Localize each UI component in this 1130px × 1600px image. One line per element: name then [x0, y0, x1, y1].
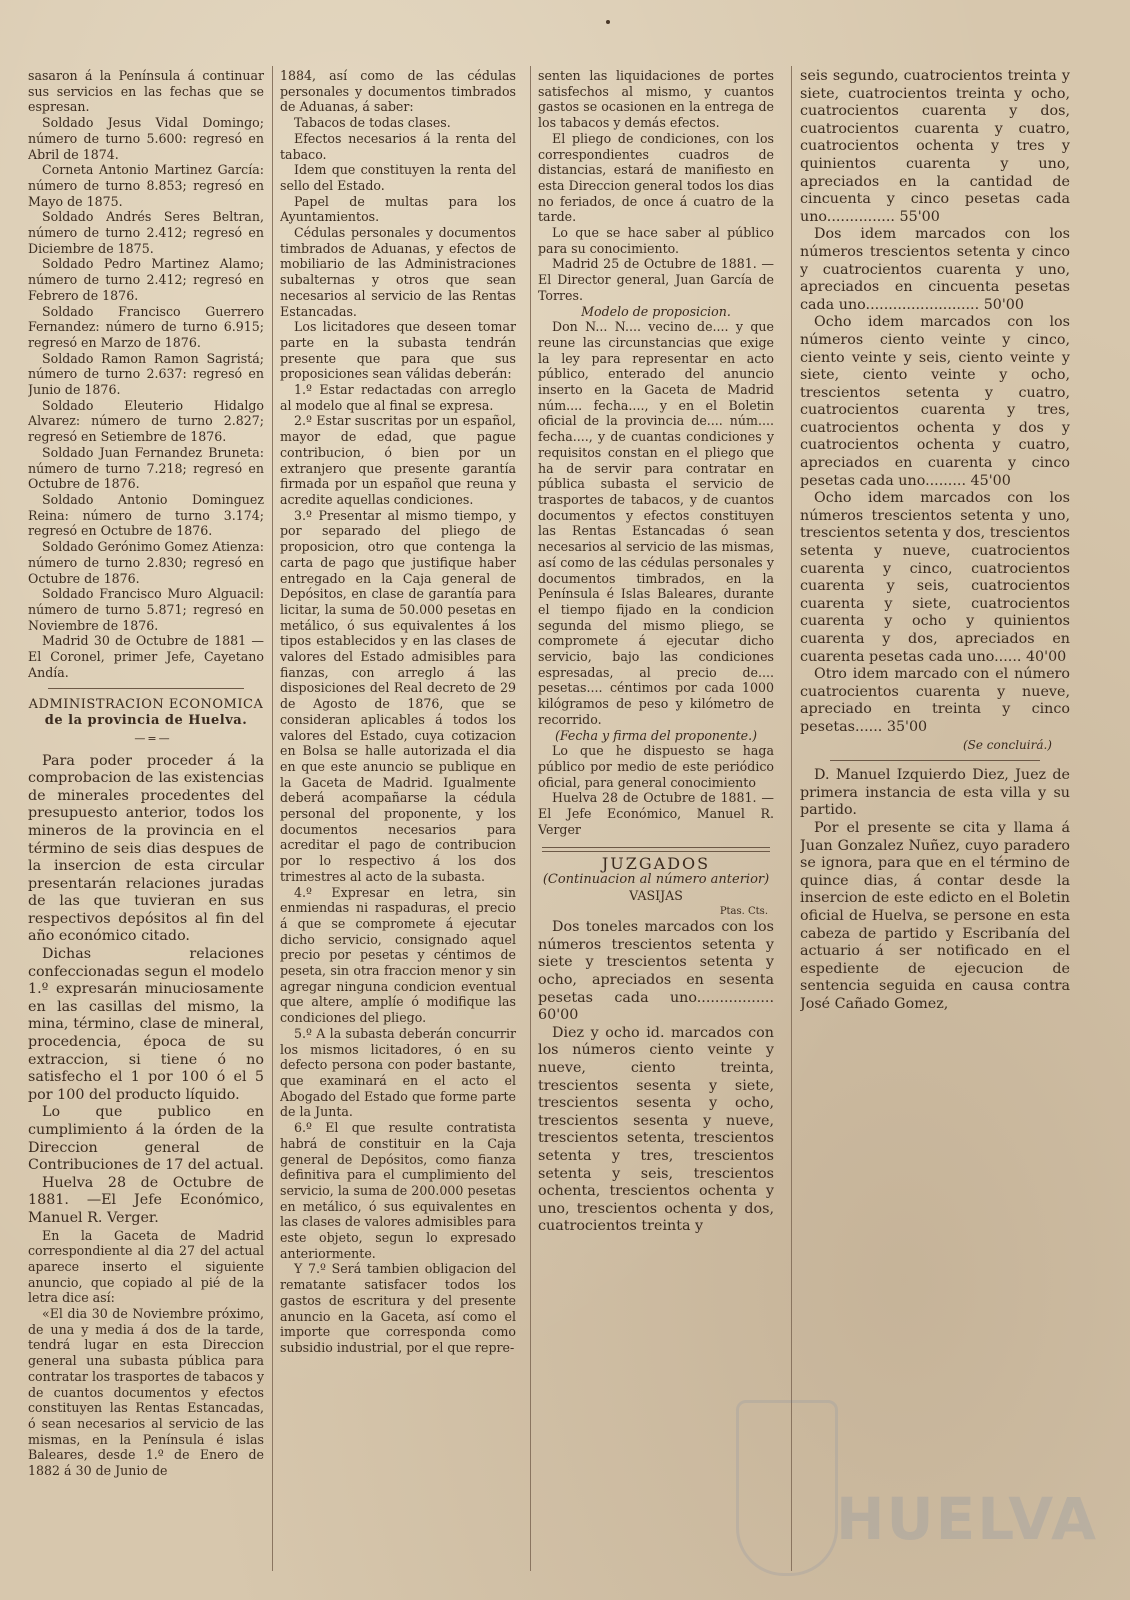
paragraph: Dichas relaciones confeccionadas segun el modelo 1.º expresarán minuciosamente en las casillas del mismo, la mina, término, clase de mineral, procedencia, época de su extraccion, si tiene ó no satisfecho el 1 por 100 ó el 5 por 100 del producto líquido. — [28, 946, 264, 1103]
library-watermark: HUELVA — [836, 1485, 1099, 1553]
list-item: Soldado Francisco Muro Alguacil: número de turno 5.871; regresó en Noviembre de 1876. — [28, 586, 264, 633]
model-heading: Modelo de proposicion. — [581, 303, 731, 319]
continuation-note: (Se concluirá.) — [962, 737, 1052, 752]
item-text: Dos toneles marcados con los números trescientos setenta y siete y trescientos setenta y ocho, apreciados en sesenta pesetas cada uno................. — [538, 919, 774, 1006]
signature: Madrid 25 de Octubre de 1881. —El Director general, Juan García de Torres. — [538, 256, 774, 303]
separator: —=— — [134, 731, 172, 745]
auction-list — [538, 919, 774, 1236]
item-price: 55'00 — [899, 208, 940, 225]
signature: Huelva 28 de Octubre de 1881. —El Jefe Económico, Manuel R. Verger — [538, 790, 774, 837]
list-item: Soldado Francisco Guerrero Fernandez: número de turno 6.915; regresó en Marzo de 1876. — [28, 303, 264, 350]
divider — [48, 688, 244, 689]
list-item: Corneta Antonio Martinez García: número de turno 8.853; regresó en Mayo de 1875. — [28, 162, 264, 209]
column-3 — [538, 68, 774, 1588]
list-item — [800, 490, 1070, 666]
column-rule — [272, 66, 273, 1571]
item-price: 35'00 — [886, 718, 928, 735]
column-rule — [530, 66, 531, 1571]
paragraph: Papel de multas para los Ayuntamientos. — [280, 193, 516, 225]
section-subheading: (Continuacion al número anterior) — [542, 872, 770, 888]
section-heading: ADMINISTRACION ECONOMICA — [28, 697, 264, 713]
divider — [542, 847, 770, 852]
column-1 — [28, 68, 264, 1588]
item-text: seis segundo, cuatrocientos treinta y siete, cuatrocientos treinta y ocho, cuatrocientos cuarenta y dos, cuatrocientos cuarenta y cuatro, cuatrocientos ochenta y tres y quinientos cuarenta y uno, apreciados en la cantidad de cincuenta y cinco pesetas cada uno............... — [800, 68, 1070, 225]
item-text: Ocho idem marcados con los números trescientos setenta y uno, trescientos setenta y dos, trescientos setenta y nueve, cuatrocientos cuarenta y cinco, cuatrocientos cuarenta y seis, cuatrocientos cuarenta y siete, cuatrocientos cuarenta y ocho y quinientos cuarenta y dos, apreciados en cuarenta pesetas cada uno...... — [800, 490, 1070, 665]
list-item: Soldado Antonio Dominguez Reina: número de turno 3.174; regresó en Octubre de 1876. — [28, 491, 264, 539]
paragraph: «El dia 30 de Noviembre próximo, de una y media á dos de la tarde, tendrá lugar en esta Direccion general una subasta pública para contratar los trasportes de tabacos y de cuantos documentos y efectos constituyen las Rentas Estancadas, ó sean necesarios al servicio de las mismas, en la Península é islas Baleares, desde 1.º de Enero de 1882 á 30 de Junio de — [28, 1306, 264, 1479]
paragraph: sasaron á la Península á continuar sus servicios en las fechas que se espresan. — [28, 68, 264, 115]
paragraph: 1884, así como de las cédulas personales y documentos timbrados de Aduanas, á saber: — [280, 68, 516, 115]
section-subheading: de la provincia de Huelva. — [44, 713, 248, 729]
crest-watermark-icon — [736, 1400, 838, 1576]
printer-mark — [606, 20, 610, 24]
signature-note: (Fecha y firma del proponente.) — [554, 727, 758, 743]
paragraph: 4.º Expresar en letra, sin enmiendas ni raspaduras, el precio á que se compromete á ejecutar dicho servicio, consignado aquel precio por pesetas y céntimos de peseta, sin otra fraccion menor y sin agregar ninguna condicion eventual que altere, amplíe ó modifique las condiciones del pliego. — [280, 884, 516, 1026]
paragraph: Los licitadores que deseen tomar parte en la subasta tendrán presente que para que sus proposiciones sean válidas deberán: — [280, 319, 516, 382]
list-item: Diez y ocho id. marcados con los números ciento veinte y nueve, ciento treinta, trescientos sesenta y siete, trescientos sesenta y ocho, trescientos sesenta y nueve, trescientos setenta, trescientos setenta y tres, trescientos setenta y seis, trescientos ochenta, trescientos ochenta y uno, trescientos ochenta y dos, cuatrocientos treinta y — [538, 1024, 774, 1235]
paragraph: En la Gaceta de Madrid correspondiente al dia 27 del actual aparece inserto el siguiente anuncio, que copiado al pié de la letra dice así: — [28, 1227, 264, 1306]
list-item: Soldado Juan Fernandez Bruneta: número de turno 7.218; regresó en Octubre de 1876. — [28, 444, 264, 492]
column-4 — [800, 68, 1070, 1588]
item-text: Ocho idem marcados con los números ciento veinte y cinco, ciento veinte y seis, ciento veinte y siete, ciento veinte y ocho, trescientos setenta y cuatro, cuatrocientos cuarenta y tres, cuatrocientos ochenta y dos y cuatrocientos ochenta y cuatro, apreciados en cuarenta y cinco pesetas cada uno......... — [800, 314, 1070, 489]
category-heading: VASIJAS — [629, 887, 683, 903]
paragraph: Cédulas personales y documentos timbrados de Aduanas, y efectos de mobiliario de las Administraciones subalternas y otros que sean necesarios al servicio de las Rentas Estancadas. — [280, 225, 516, 319]
list-item: Soldado Andrés Seres Beltran, número de turno 2.412; regresó en Diciembre de 1875. — [28, 209, 264, 256]
signature: Madrid 30 de Octubre de 1881 — El Coronel, primer Jefe, Cayetano Andía. — [28, 633, 264, 680]
list-item — [800, 666, 1070, 736]
list-item — [800, 314, 1070, 490]
newspaper-page — [28, 68, 1100, 1588]
paragraph: 2.º Estar suscritas por un español, mayor de edad, que pague contribucion, ó bien por un extranjero que presente garantía firmada por un español que reuna y acredite aquellas condiciones. — [280, 413, 516, 507]
list-item — [800, 68, 1070, 226]
item-price: 40'00 — [1025, 648, 1067, 665]
paragraph: senten las liquidaciones de portes satisfechos al mismo, y cuantos gastos se ocasionen en la entrega de los tabacos y demás efectos. — [538, 68, 774, 131]
paragraph: Lo que publico en cumplimiento á la órden de la Direccion general de Contribuciones de 17 del actual. — [28, 1104, 264, 1174]
paragraph: Efectos necesarios á la renta del tabaco. — [280, 130, 516, 162]
list-item: Soldado Jesus Vidal Domingo; número de turno 5.600: regresó en Abril de 1874. — [28, 115, 264, 162]
paragraph: Idem que constituyen la renta del sello del Estado. — [280, 162, 516, 193]
paragraph: Lo que he dispuesto se haga público por medio de este periódico oficial, para general conocimiento — [538, 743, 774, 790]
list-item — [800, 226, 1070, 314]
paragraph: Por el presente se cita y llama á Juan Gonzalez Nuñez, cuyo paradero se ignora, para que en el término de quince dias, á contar desde la insercion de este edicto en el Boletin oficial de Huelva, se persone en esta cabeza de partido y Escribanía del actuario á ser notificado en el espediente de ejecucion de sentencia seguida en causa contra José Cañado Gomez, — [800, 819, 1070, 1012]
item-text: Dos idem marcados con los números trescientos setenta y cinco y cuatrocientos cuarenta y uno, apreciados en cincuenta pesetas cada uno......................... — [800, 226, 1070, 313]
paragraph: El pliego de condiciones, con los correspondientes cuadros de distancias, estará de manifiesto en esta Direccion general todos los dias no feriados, de once á cuatro de la tarde. — [538, 130, 774, 225]
item-price: 45'00 — [970, 472, 1011, 489]
paragraph: Lo que se hace saber al público para su conocimiento. — [538, 225, 774, 256]
paragraph: Para poder proceder á la comprobacion de las existencias de minerales procedentes del presupuesto anterior, todos los mineros de la provincia en el término de seis dias despues de la insercion de esta circular presentarán relaciones juradas de las que tuvieran en sus respectivos depósitos al fin del año económico citado. — [28, 752, 264, 945]
item-price: 50'00 — [983, 296, 1025, 313]
circular-body — [28, 753, 264, 1228]
list-item: Soldado Ramon Ramon Sagristá; número de turno 2.637: regresó en Junio de 1876. — [28, 350, 264, 398]
item-text: Otro idem marcado con el número cuatrocientos cuarenta y nueve, apreciado en treinta y cinco pesetas...... — [800, 666, 1070, 735]
item-price: 60'00 — [538, 1007, 579, 1024]
paragraph: 1.º Estar redactadas con arreglo al modelo que al final se expresa. — [280, 382, 516, 413]
paragraph: D. Manuel Izquierdo Diez, Juez de primera instancia de esta villa y su partido. — [800, 767, 1070, 819]
column-rule — [791, 66, 792, 1571]
list-item: Soldado Eleuterio Hidalgo Alvarez: número de turno 2.827; regresó en Setiembre de 1876. — [28, 397, 264, 445]
list-item — [538, 919, 774, 1025]
divider — [830, 760, 1040, 761]
paragraph: Tabacos de todas clases. — [294, 115, 451, 131]
column-2 — [280, 68, 516, 1588]
paragraph: Y 7.º Será tambien obligacion del rematante satisfacer todos los gastos de escritura y del presente anuncio en la Gaceta, así como el importe que corresponda como subsidio industrial, por el que repre- — [280, 1261, 516, 1355]
price-column-header: Ptas. Cts. — [719, 905, 768, 917]
paragraph: 3.º Presentar al mismo tiempo, y por separado del pliego de proposicion, otro que contenga la carta de pago que justifique haber entregado en la Caja general de Depósitos, en clase de garantía para licitar, la suma de 50.000 pesetas en metálico, ó sus equivalentes á los tipos establecidos y en las clases de valores del Estado admisibles para fianzas, con arreglo á las disposiciones del Real decreto de 29 de Agosto de 1876, que se consideran aplicables á todos los valores del Estado, cuya cotizacion en Bolsa se halle autorizada el dia en que este anuncio se publique en la Gaceta de Madrid. Igualmente deberá acompañarse la cédula personal del proponente, y los documentos necesarios para acreditar el pago de contribucion por lo respectivo á los dos trimestres al acto de la subasta. — [280, 507, 516, 884]
signature: Huelva 28 de Octubre de 1881. —El Jefe Económico, Manuel R. Verger. — [28, 1174, 264, 1226]
section-heading: JUZGADOS — [601, 854, 711, 874]
list-item: Soldado Gerónimo Gomez Atienza: número de turno 2.830; regresó en Octubre de 1876. — [28, 539, 264, 586]
paragraph: Don N... N.... vecino de.... y que reune las circunstancias que exige la ley para representar en acto público, enterado del anuncio inserto en la Gaceta de Madrid núm.... fecha...., y en el Boletin oficial de la provincia de.... núm.... fecha...., y de cuantas condiciones y requisitos constan en el pliego que ha de servir para contratar en pública subasta el servicio de trasportes de tabacos, y de cuantos documentos y efectos constituyen las Rentas Estancadas ó sean necesarios al servicio de las mismas, así como de las cédulas personales y documentos timbrados, en la Península é Islas Baleares, durante el tiempo fijado en la condicion segunda del mismo pliego, se compromete á ejecutar dicho servicio, bajo las condiciones espresadas, al precio de.... pesetas.... céntimos por cada 1000 kilógramos de peso y kilómetro de recorrido. — [538, 319, 774, 727]
list-item: Soldado Pedro Martinez Alamo; número de turno 2.412; regresó en Febrero de 1876. — [28, 256, 264, 303]
paragraph: 6.º El que resulte contratista habrá de constituir en la Caja general de Depósitos, como fianza definitiva para el cumplimiento del servicio, la suma de 200.000 pesetas en metálico, ó sus equivalentes en las clases de valores admisibles para este objeto, segun lo expresado anteriormente. — [280, 1120, 516, 1261]
paragraph: 5.º A la subasta deberán concurrir los mismos licitadores, ó en su defecto persona con poder bastante, que examinará en el acto el Abogado del Estado que forme parte de la Junta. — [280, 1025, 516, 1120]
